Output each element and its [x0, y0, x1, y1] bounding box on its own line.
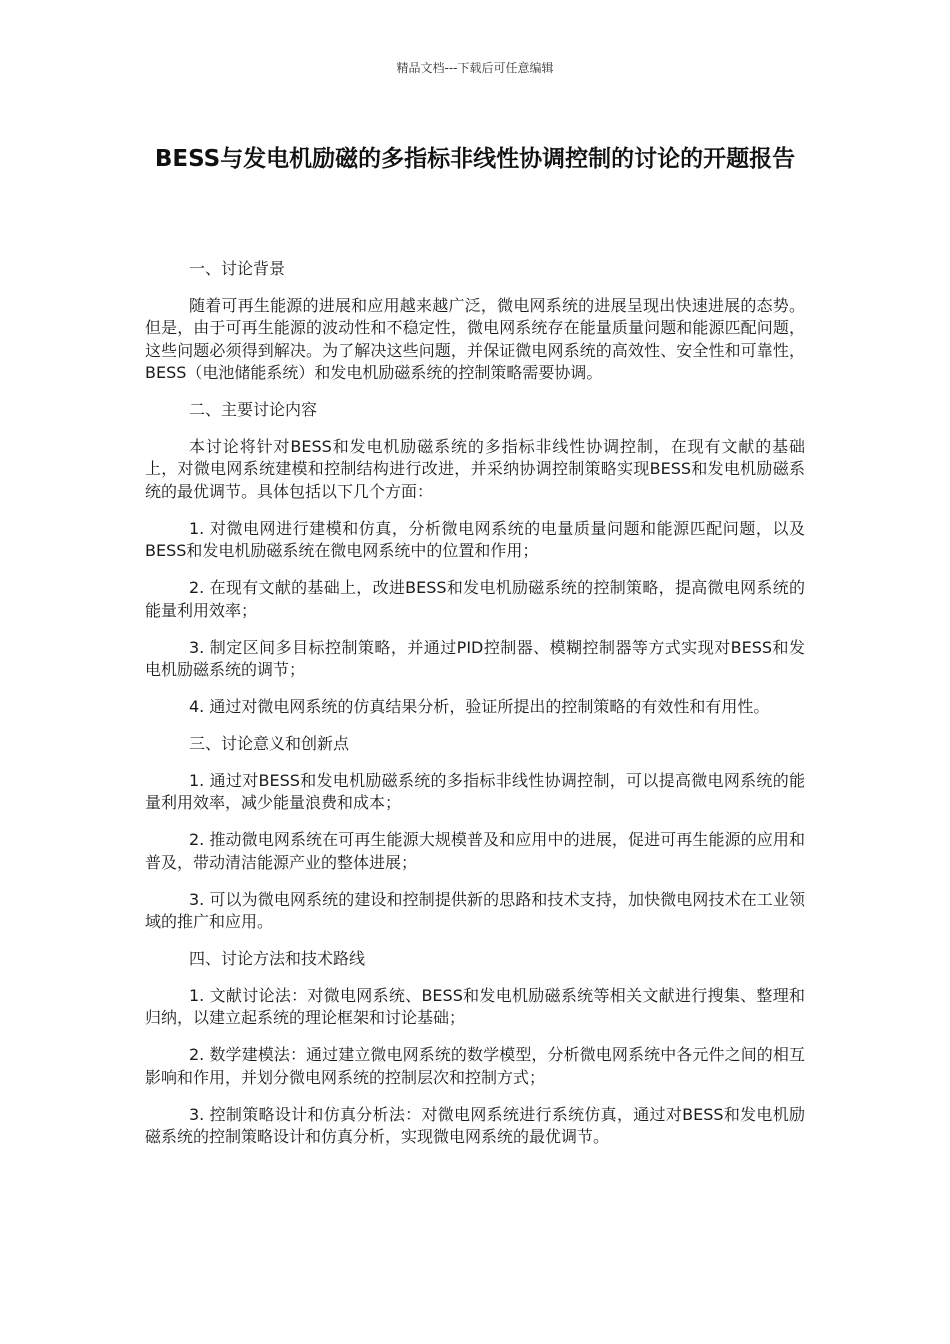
document-title: BESS与发电机励磁的多指标非线性协调控制的讨论的开题报告 [154, 146, 796, 172]
list-item-content-2: 2. 在现有文献的基础上，改进BESS和发电机励磁系统的控制策略，提高微电网系统的能量利用效率； [145, 578, 805, 620]
page-header-note: 精品文档---下载后可任意编辑 [396, 61, 554, 75]
list-item-significance-3: 3. 可以为微电网系统的建设和控制提供新的思路和技术支持，加快微电网技术在工业领域的推广和应用。 [145, 889, 805, 931]
list-item-content-4: 4. 通过对微电网系统的仿真结果分析，验证所提出的控制策略的有效性和有用性。 [189, 697, 770, 716]
list-item-content-1: 1. 对微电网进行建模和仿真，分析微电网系统的电量质量问题和能源匹配问题，以及BESS和发电机励磁系统在微电网系统中的位置和作用； [145, 518, 805, 560]
list-item-content-3: 3. 制定区间多目标控制策略，并通过PID控制器、模糊控制器等方式实现对BESS和发电机励磁系统的调节； [145, 637, 805, 679]
list-item-methods-3: 3. 控制策略设计和仿真分析法：对微电网系统进行系统仿真，通过对BESS和发电机励磁系统的控制策略设计和仿真分析，实现微电网系统的最优调节。 [145, 1104, 805, 1146]
list-item-significance-1: 1. 通过对BESS和发电机励磁系统的多指标非线性协调控制，可以提高微电网系统的能量利用效率，减少能量浪费和成本； [145, 770, 805, 812]
list-item-methods-1: 1. 文献讨论法：对微电网系统、BESS和发电机励磁系统等相关文献进行搜集、整理和归纳，以建立起系统的理论框架和讨论基础； [145, 985, 805, 1027]
list-item-methods-2: 2. 数学建模法：通过建立微电网系统的数学模型，分析微电网系统中各元件之间的相互影响和作用，并划分微电网系统的控制层次和控制方式； [145, 1045, 805, 1087]
list-item-significance-2: 2. 推动微电网系统在可再生能源大规模普及和应用中的进展，促进可再生能源的应用和普及，带动清洁能源产业的整体进展； [145, 830, 805, 872]
section-heading-content: 二、主要讨论内容 [189, 400, 318, 419]
paragraph-content-intro: 本讨论将针对BESS和发电机励磁系统的多指标非线性协调控制，在现有文献的基础上，对微电网系统建模和控制结构进行改进，并采纳协调控制策略实现BESS和发电机励磁系统的最优调节。具体包括以下几个方面： [145, 436, 805, 501]
document-body [145, 258, 805, 1163]
section-heading-significance: 三、讨论意义和创新点 [189, 734, 350, 753]
section-heading-methods: 四、讨论方法和技术路线 [189, 949, 366, 968]
section-heading-background: 一、讨论背景 [189, 259, 286, 278]
paragraph-background: 随着可再生能源的进展和应用越来越广泛，微电网系统的进展呈现出快速进展的态势。但是，由于可再生能源的波动性和不稳定性，微电网系统存在能量质量问题和能源匹配问题，这些问题必须得到解决。为了解决这些问题，并保证微电网系统的高效性、安全性和可靠性，BESS（电池储能系统）和发电机励磁系统的控制策略需要协调。 [145, 295, 805, 382]
